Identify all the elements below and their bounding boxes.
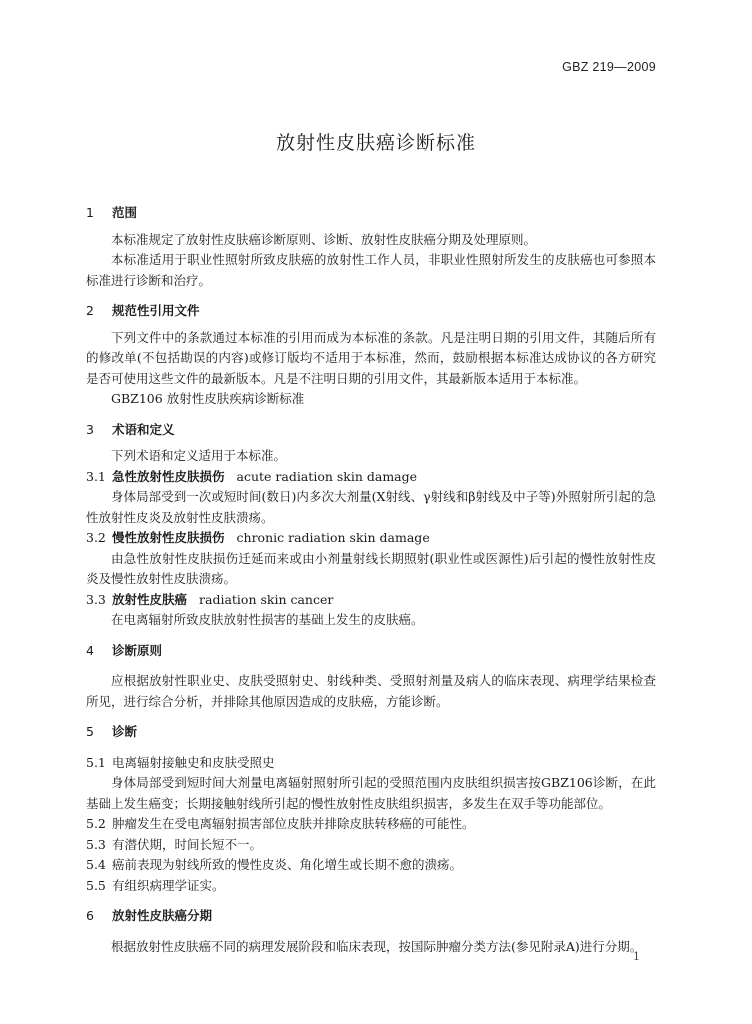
paragraph: 下列文件中的条款通过本标准的引用而成为本标准的条款。凡是注明日期的引用文件，其随后所有的修改单(不包括勘误的内容)或修订版均不适用于本标准，然而，鼓励根据本标准达成协议的各方研究是否可使用这些文件的最新版本。凡是不注明日期的引用文件，其最新版本适用于本标准。: [86, 329, 656, 386]
clause-item: 5.5 有组织病理学证实。: [86, 877, 225, 893]
section-heading: 3 术语和定义: [86, 421, 175, 437]
section-heading: 5 诊断: [86, 724, 138, 739]
term-heading: 3.2 慢性放射性皮肤损伤 chronic radiation skin damage: [86, 530, 430, 545]
paragraph: 根据放射性皮肤癌不同的病理发展阶段和临床表现，按国际肿瘤分类方法(参见附录A)进行分期。: [111, 938, 643, 954]
section-heading: 6 放射性皮肤癌分期: [86, 908, 213, 923]
term-heading: 3.1 急性放射性皮肤损伤 acute radiation skin damage: [86, 468, 418, 484]
page-title: 放射性皮肤癌诊断标准: [275, 132, 476, 154]
paragraph: 本标准适用于职业性照射所致皮肤癌的放射性工作人员，非职业性照射所发生的皮肤癌也可参照本标准进行诊断和治疗。: [86, 252, 656, 288]
clause-body: 身体局部受到短时间大剂量电离辐射照射所引起的受照范围内皮肤组织损害按GBZ106诊断，在此基础上发生癌变；长期接触射线所引起的慢性放射性皮肤组织损害，多发生在双手等功能部位。: [86, 775, 656, 811]
term-definition: 由急性放射性皮肤损伤迁延而来或由小剂量射线长期照射(职业性或医源性)后引起的慢性放射性皮炎及慢性放射性皮肤溃疡。: [86, 550, 656, 586]
reference-item: GBZ106 放射性皮肤疾病诊断标准: [111, 391, 305, 406]
term-definition: 身体局部受到一次或短时间(数日)内多次大剂量(X射线、γ射线和β射线及中子等)外照射所引起的急性放射性皮炎及放射性皮肤溃疡。: [86, 489, 656, 525]
page-number: 1: [633, 950, 640, 963]
clause-item: 5.1 电离辐射接触史和皮肤受照史: [86, 754, 275, 770]
section-heading: 1 范围: [86, 205, 138, 220]
section-heading: 4 诊断原则: [86, 642, 163, 658]
clause-item: 5.2 肿瘤发生在受电离辐射损害部位皮肤并排除皮肤转移癌的可能性。: [86, 816, 475, 831]
term-heading: 3.3 放射性皮肤癌 radiation skin cancer: [86, 591, 334, 607]
standard-code: GBZ 219—2009: [562, 60, 656, 74]
section-heading: 2 规范性引用文件: [86, 303, 200, 318]
clause-item: 5.3 有潜伏期，时间长短不一。: [86, 836, 263, 852]
document-body: [86, 203, 656, 957]
paragraph: 本标准规定了放射性皮肤癌诊断原则、诊断、放射性皮肤癌分期及处理原则。: [111, 231, 537, 247]
term-definition: 在电离辐射所致皮肤放射性损害的基础上发生的皮肤癌。: [111, 612, 424, 627]
clause-item: 5.4 癌前表现为射线所致的慢性皮炎、角化增生或长期不愈的溃疡。: [86, 857, 463, 872]
paragraph: 应根据放射性职业史、皮肤受照射史、射线种类、受照射剂量及病人的临床表现、病理学结果检查所见，进行综合分析，并排除其他原因造成的皮肤癌，方能诊断。: [86, 673, 656, 709]
paragraph: 下列术语和定义适用于本标准。: [111, 448, 287, 463]
